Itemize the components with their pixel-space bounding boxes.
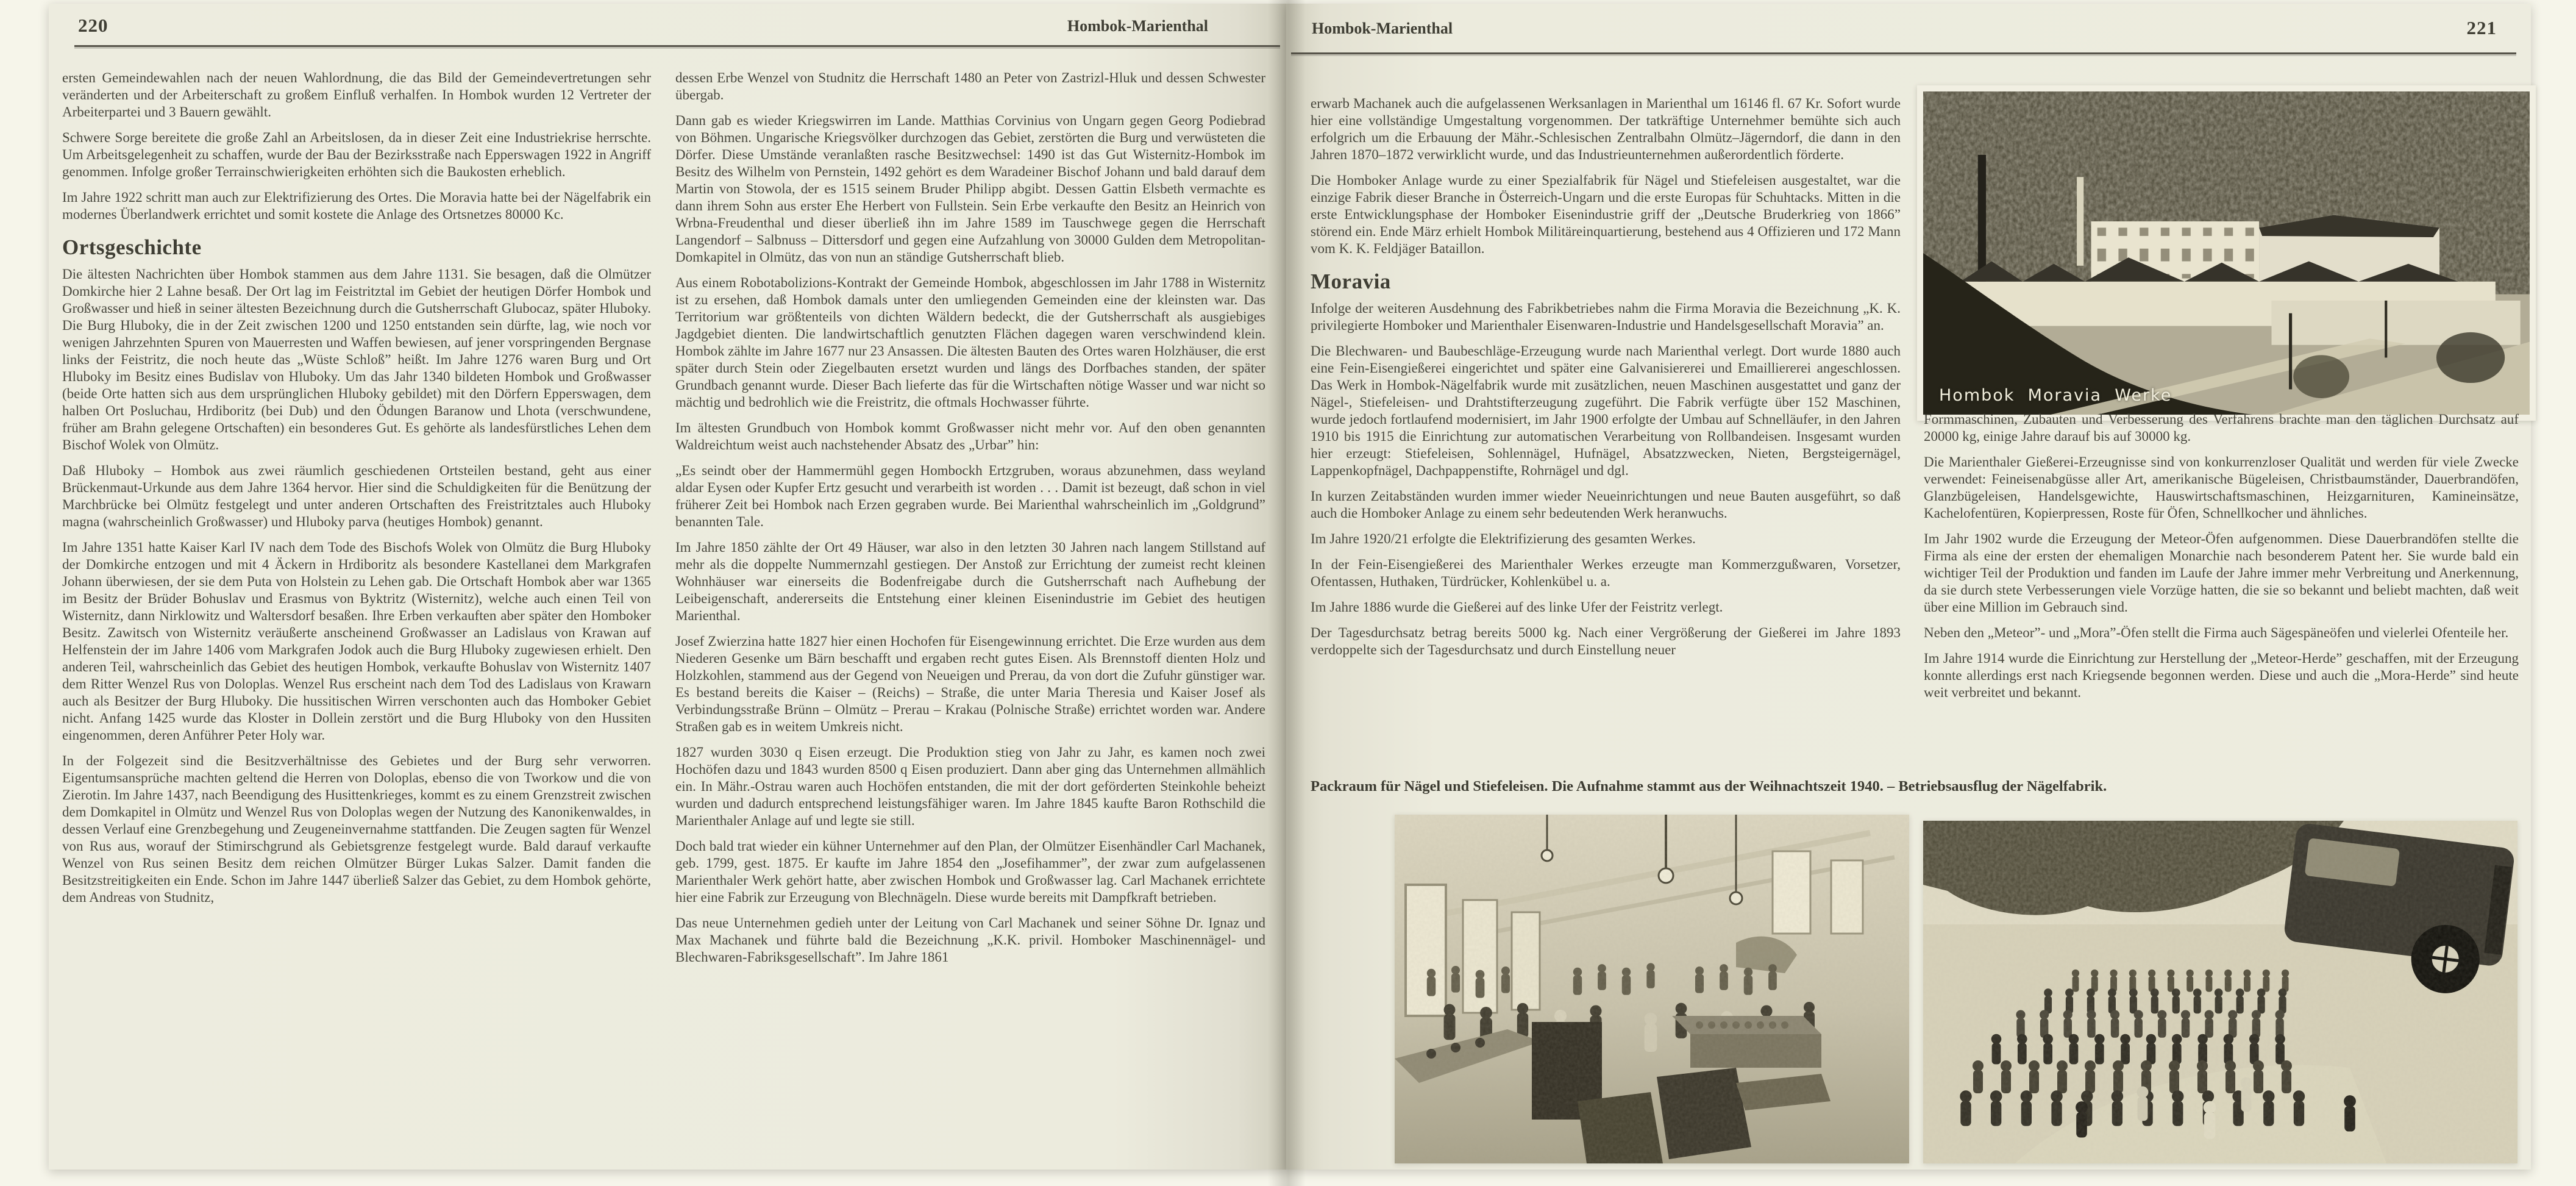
paragraph: Im Jahr 1902 wurde die Erzeugung der Meteor-Öfen aufgenommen. Diese Dauerbrandöfen stellte die Firma als eine der ersten der ehemaligen Monarchie nach besonderem Patent her. Sie wurde bald ein wichtiger Teil der Produktion und fanden im Laufe der Jahre immer mehr Verbreitung und Anerkennung, da sie durch stete Verbesserungen viele Vorzüge hatten, die sie so bekannt und beliebt machten, daß weit über eine Million im Gebrauch sind. <box>1924 531 2519 615</box>
paragraph: Formmaschinen, Zubauten und Verbesserung des Verfahrens brachte man den täglichen Durchsatz auf 20000 kg, einige Jahre darauf bis auf 30000 kg. <box>1924 412 2519 444</box>
paragraph: Neben den „Meteor”- und „Mora”-Öfen stellt die Firma auch Sägespäneöfen und vielerlei Ofenteile her. <box>1924 625 2509 640</box>
paragraph: dessen Erbe Wenzel von Studnitz die Herrschaft 1480 an Peter von Zastrizl-Hluk und dessen Schwester übergab. <box>675 70 1265 102</box>
paragraph: Die Marienthaler Gießerei-Erzeugnisse sind von konkurrenzloser Qualität und werden für viele Zwecke verwendet: Feineisenabgüsse aller Art, amerikanische Bügeleisen, Christbaumständer, Dauerbrandöfen, Glanzbügeleisen, Handelsgewichte, Hauswirtschaftsmaschinen, Heizgarnituren, Kamineinsätze, Kachelofentüren, Kopierpressen, Roste für Öfen, Schnellkocher und ähnliches. <box>1924 454 2519 521</box>
paragraph: Im Jahre 1886 wurde die Gießerei auf des linke Ufer der Feistritz verlegt. <box>1311 599 1723 615</box>
paragraph: In kurzen Zeitabständen wurden immer wieder Neueinrichtungen und neue Bauten ausgeführt, so daß auch die Homboker Anlage zu einem sehr bedeutenden Werk heranwuchs. <box>1311 488 1901 521</box>
paragraph: Doch bald trat wieder ein kühner Unternehmer auf den Plan, der Olmützer Eisenhändler Carl Machanek, geb. 1799, gest. 1875. Er kaufte im Jahre 1854 den „Josefihammer”, der zwar zum aufgelassenen Marienthaler Werk gehört hatte, aber zwischen Hombok und Großwasser lag. Carl Machanek errichtete hier eine Fabrik zur Erzeugung von Blechnägeln. Diese wurde bereits mit Dampfkraft betrieben. <box>675 838 1265 905</box>
photo-caption-overlay: Hombok Moravia Werke <box>1939 386 2172 405</box>
page-number: 221 <box>2466 17 2497 38</box>
paragraph: In der Fein-Eisengießerei des Marienthaler Werkes erzeugte man Kommerzgußwaren, Vorsetzer, Ofentassen, Huthaken, Türdrücker, Kohlenkübel u. a. <box>1311 557 1901 589</box>
paragraph: Die Homboker Anlage wurde zu einer Spezialfabrik für Nägel und Stiefeleisen ausgestaltet, war die einzige Fabrik dieser Branche in Österreich-Ungarn und die erste Europas für Schuhtacks. Mitten in die erste Entwicklungsphase der Homboker Eisenindustrie griff der „Deutsche Bruderkrieg von 1866” störend ein. Ende März erhielt Hombok Militäreinquartierung, bestehend aus 4 Offizieren und 172 Mann vom K. K. Feldjäger Bataillon. <box>1311 173 1901 256</box>
paragraph: „Es seindt ober der Hammermühl gegen Hombockh Ertzgruben, woraus abzunehmen, dass weyland aldar Eysen oder Kupfer Ertz gesucht und verarbeith ist worden . . . Damit ist bezeugt, daß schon in viel früherer Zeit bei Hombok nach Erzen gegraben wurde. Bei Marienthal wahrscheinlich im „Goldgrund” benannten Tale. <box>675 463 1265 529</box>
running-header: Hombok-Marienthal <box>1312 20 1453 37</box>
page-number: 220 <box>78 15 109 36</box>
paragraph: ersten Gemeindewahlen nach der neuen Wahlordnung, die das Bild der Gemeindevertretungen sehr veränderten und der Arbeiterschaft zu großem Einfluß verhalfen. In Hombok wurden 12 Vertreter der Arbeiterpartei und 3 Bauern gewählt. <box>62 70 651 120</box>
paragraph: Im Jahre 1351 hatte Kaiser Karl IV nach dem Tode des Bischofs Wolek von Olmütz die Burg Hluboky der Domkirche entzogen und mit 4 Äckern in Hrdiboritz als besondere Kastellanei dem Markgrafen Johann überwiesen, der sie dem Puta von Holstein zu Lehen gab. Die Ortschaft Hombok aber war 1365 im Besitz der Brüder Bohuslav und Erasmus von Byktritz (Wisternitz), welche auch einen Teil von Wisternitz, dann Nirklowitz und Waltersdorf besaßen. Ihre Erben verkauften aber später den Homboker Besitz. Zawitsch von Wisternitz veräußerte anscheinend Großwasser an Ladislaus von Krawan auf Helfenstein der im Jahre 1406 vom Markgrafen Jodok auch die Burg Hluboky zugewiesen erhielt. Den anderen Teil, wahrscheinlich das Gebiet des heutigen Hombok, verkaufte Bohuslav von Wisternitz 1407 dem Ritter Wenzel Rus von Doloplas. Wenzel Rus erscheint nach dem Tod des Ladislaus von Krawarn auch als Besitzer der Burg Hluboky. Die hussitischen Wirren verschonten auch das Homboker Gebiet nicht. Anfang 1425 wurde das Kloster in Dollein zerstört und die Burg Hluboky von den Hussiten eingenommen, deren Anführer Peter Holy war. <box>62 540 651 743</box>
paragraph: 1827 wurden 3030 q Eisen erzeugt. Die Produktion stieg von Jahr zu Jahr, es kamen noch zwei Hochöfen dazu und 1843 wurden 8500 q Eisen produziert. Dann aber ging das Unternehmen allmählich ein. In Mähr.-Ostrau waren auch Hochöfen entstanden, die mit der dort geförderten Steinkohle beheizt wurden und dadurch entsprechend leistungsfähiger waren. Im Jahre 1845 kaufte Baron Rothschild die Marienthaler Anlage auf und legte sie still. <box>675 745 1265 828</box>
paragraph: Daß Hluboky – Hombok aus zwei räumlich geschiedenen Ortsteilen bestand, geht aus einer Brückenmaut-Urkunde aus dem Jahre 1364 hervor. Hier sind die Schuldigkeiten für die Benützung der Marchbrücke bei Olmütz festgelegt und unter anderen Ortschaften des Freistritztales auch Hluboky magna (wahrscheinlich Großwasser) und Hluboky parva (heutiges Hombok) genannt. <box>62 463 651 529</box>
paragraph: Schwere Sorge bereitete die große Zahl an Arbeitslosen, da in dieser Zeit eine Industriekrise herrschte. Um Arbeitsgelegenheit zu schaffen, wurde der Bau der Bezirksstraße nach Epperswagen 1922 in Angriff genommen. Infolge großer Terrainschwierigkeiten erhöhten sich die Baukosten erheblich. <box>62 130 651 179</box>
section-heading: Ortsgeschichte <box>62 235 202 259</box>
paragraph: Die ältesten Nachrichten über Hombok stammen aus dem Jahre 1131. Sie besagen, daß die Olmützer Domkirche hier 2 Lahne besaß. Der Ort lag im Feistritztal im Gebiet der heutigen Dörfer Hombok und Großwasser und hieß in seiner ältesten Bezeichnung durch die Gutsherrschaft Glubocaz, später Hluboky. Die Burg Hluboky, die in der Zeit zwischen 1200 und 1250 entstanden sein dürfte, lag, wie noch vor wenigen Jahrzehnten Spuren von Mauerresten und Waffen bewiesen, auf jener vorspringenden Bergnase links der Feistritz, die noch heute das „Wüste Schloß” heißt. Im Jahre 1276 waren Burg und Ort Hluboky im Besitz eines Budislav von Hluboky. Um das Jahr 1340 bildeten Hombok und Großwasser (beide Orte hatten sich aus dem ursprünglichen Hluboky gebildet) mit den Dörfern Epperswagen, dem halben Ort Posluchau, Hrdiboritz (bei Dub) und den Ödungen Baranow und Lhota (verschwundene, früher am Brahn gelegene Ortschaften) ein besonderes Gut. Es gehörte als landesfürstliches Lehen dem Bischof Wolek von Olmütz. <box>62 266 651 452</box>
text-column-right-1 <box>1311 95 1901 667</box>
paragraph: Aus einem Robotabolizions-Kontrakt der Gemeinde Hombok, abgeschlossen im Jahr 1788 in Wisternitz ist zu ersehen, daß Hombok damals unter den umliegenden Gemeinden eine der kleinsten war. Das Territorium war größtenteils von dichten Wäldern bedeckt, die der Gutsherrschaft als ausgiebiges Jagdgebiet dienten. Die landwirtschaftlich genutzten Flächen dagegen waren verschwindend klein. Hombok zählte im Jahre 1677 nur 23 Ansassen. Die ältesten Bauten des Ortes waren Holzhäuser, die erst später durch Stein oder Ziegelbauten ersetzt wurden und längs des Dorfbaches standen, der später Grundbach genannt wurde. Dieser Bach lieferte das für die Wirtschaften nötige Wasser und war nicht so mächtig und bedrohlich wie die Freistritz, die oftmals Hochwasser führte. <box>675 275 1265 410</box>
paragraph: Die Blechwaren- und Baubeschläge-Erzeugung wurde nach Marienthal verlegt. Dort wurde 1880 auch eine Fein-Eisengießerei eingerichtet und später eine Galvanisiererei und Emailliererei angeschlossen. Das Werk in Hombok-Nägelfabrik wurde mit zusätzlichen, neuen Maschinen ausgestattet und ganz der Nägel-, Stiefeleisen- und Drahtstifterzeugung zugeführt. Die Fabrik verfügte über 152 Maschinen, wurde jedoch fortlaufend modernisiert, im Jahr 1900 erfolgte der Umbau auf Schnelläufer, in den Jahren 1910 bis 1915 die Einrichtung zur automatischen Verarbeitung von Rollbandeisen. Insgesamt wurden hier erzeugt: Stiefeleisen, Sohlennägel, Hufnägel, Absatzzwecken, Nieten, Bergsteigernägel, Lappenkopfnägel, Dachpappenstifte, Rohrnägel und dgl. <box>1311 343 1901 478</box>
page-right <box>1286 4 2531 1170</box>
group-photo <box>1923 821 2517 1163</box>
paragraph: Im Jahre 1914 wurde die Einrichtung zur Herstellung der „Meteor-Herde” geschaffen, mit der Erzeugung konnte allerdings erst nach Kriegsende begonnen werden. Diese und auch die „Mora-Herde” sind heute weit verbreitet und bekannt. <box>1924 651 2519 700</box>
paragraph: Der Tagesdurchsatz betrag bereits 5000 kg. Nach einer Vergrößerung der Gießerei im Jahre 1893 verdoppelte sich der Tagesdurchsatz und durch Einstellung neuer <box>1311 625 1901 657</box>
paragraph: Josef Zwierzina hatte 1827 hier einen Hochofen für Eisengewinnung errichtet. Die Erze wurden aus dem Niederen Gesenke um Bärn beschafft und ergaben recht gutes Eisen. Als Brennstoff dienten Holz und Holzkohlen, stammend aus der Gegend von Neueigen und Prerau, da von dort die Zufuhr günstiger war. Es bestand bereits die Kaiser – (Reichs) – Straße, die unter Maria Theresia und Kaiser Josef als Verbindungsstraße Brünn – Olmütz – Prerau – Krakau (Polnische Straße) errichtet worden war. Andere Straßen gab es in weitem Umkreis nicht. <box>675 634 1265 734</box>
paragraph: Das neue Unternehmen gedieh unter der Leitung von Carl Machanek und seiner Söhne Dr. Ignaz und Max Machanek und führte bald die Bezeichnung „K.K. privil. Homboker Maschinennägel- und Blechwaren-Fabriksgesellschaft”. Im Jahre 1861 <box>675 915 1265 965</box>
paragraph: In der Folgezeit sind die Besitzverhältnisse des Gebietes und der Burg sehr verworren. Eigentumsansprüche machten geltend die Herren von Doloplas, ebenso die von Tworkow und die von Zierotin. Im Jahre 1437, nach Beendigung des Husittenkrieges, kommt es zu einem Grenzstreit zwischen dem Domkapitel in Olmütz und Wenzel Rus von Doloplas wegen der Nutzung des Kanonikenwaldes, in dessen Verlauf eine Grenzbegehung und Zeugeneinvernahme stattfanden. Die Zeugen sagten für Wenzel von Rus aus, worauf der Stimirschgrund als Gebietsgrenze festgelegt wurde. Bald darauf verkaufte Wenzel von Rus seinen Besitz dem reichen Olmützer Bürger Lukas Salzer. Damit fanden die Besitzstreitigkeiten ein Ende. Schon im Jahre 1447 überließ Salzer das Gebiet, zu dem Hombok gehörte, dem Andreas von Studnitz, <box>62 753 651 905</box>
running-header: Hombok-Marienthal <box>1067 17 1208 35</box>
paragraph: Im Jahre 1922 schritt man auch zur Elektrifizierung des Ortes. Die Moravia hatte bei der Nägelfabrik ein modernes Überlandwerk errichtet und somit kostete die Anlage des Ortsnetzes 80000 Kc. <box>62 190 651 222</box>
paragraph: Infolge der weiteren Ausdehnung des Fabrikbetriebes nahm die Firma Moravia die Bezeichnung „K. K. privilegierte Homboker und Marienthaler Eisenwaren-Industrie und Handelsgesellschaft Moravia” an. <box>1311 301 1901 333</box>
paragraph: Dann gab es wieder Kriegswirren im Lande. Matthias Corvinius von Ungarn gegen Georg Podiebrad von Böhmen. Ungarische Kriegsvölker durchzogen das Gebiet, zerstörten die Burg und verwüsteten die Dörfer. Diese Umstände veranlaßten rasche Besitzwechsel: 1490 ist das Gut Wisternitz-Hombok im Besitz des Wilhelm von Pernstein, 1492 gehört es dem Waradeiner Bischof Johann und bald darauf dem Martin von Stowola, der es 1515 seinem Bruder Philipp abgibt. Dessen Gattin Elsbeth vermachte es dann ihrem Sohn aus erster Ehe Herbert von Fullstein. Sein Erbe verkaufte den Besitz an Heinrich von Wrbna-Freudenthal und dieser überließ ihn im Jahre 1589 im Tauschwege gegen die Herrschaft Langendorf – Salbnuss – Dittersdorf und gegen eine Aufzahlung von 30000 Gulden dem Metropolitan-Domkapitel in Olmütz, das von nun an ständige Gutsherrschaft blieb. <box>675 113 1265 265</box>
paragraph: Im ältesten Grundbuch von Hombok kommt Großwasser nicht mehr vor. Auf den oben genannten Waldreichtum weist auch nachstehender Absatz des „Urbar” hin: <box>675 420 1265 452</box>
paragraph: Im Jahre 1920/21 erfolgte die Elektrifizierung des gesamten Werkes. <box>1311 531 1696 546</box>
section-heading: Moravia <box>1311 270 1391 293</box>
factory-photo-frame <box>1917 85 2536 421</box>
header-rule <box>74 45 1280 47</box>
text-column-left-2 <box>675 70 1265 974</box>
packroom-photo <box>1395 815 1909 1163</box>
text-column-left-1 <box>62 70 651 915</box>
paragraph: Im Jahre 1850 zählte der Ort 49 Häuser, war also in den letzten 30 Jahren nach langem Stillstand auf mehr als die doppelte Nummernzahl gestiegen. Der Anstoß zur Errichtung der zumeist recht kleinen Wohnhäuser war einerseits die Bodenfreigabe durch die Gutsherrschaft nach Aufhebung der Leibeigenschaft, andererseits die Entstehung einer kleinen Eisenindustrie im Gebiet des heutigen Marienthal. <box>675 540 1265 623</box>
header-rule <box>1291 52 2516 54</box>
paragraph: erwarb Machanek auch die aufgelassenen Werksanlagen in Marienthal um 16146 fl. 67 Kr. Sofort wurde hier eine vollständige Umgestaltung vorgenommen. Der tatkräftige Unternehmer bemühte sich auch erfolgrich um die Erbauung der Mähr.-Schlesischen Zentralbahn Olmütz–Jägerndorf, die dann in den Jahren 1870–1872 verwirklicht wurde, und das Industrieunternehmen außerordentlich förderte. <box>1311 96 1901 162</box>
factory-photo <box>1923 91 2530 415</box>
photo-caption: Packraum für Nägel und Stiefeleisen. Die Aufnahme stammt aus der Weihnachtszeit 1940. – Betriebsausflug der Nägelfabrik. <box>1311 778 2107 795</box>
page-left <box>49 4 1286 1170</box>
text-column-right-2 <box>1924 411 2519 710</box>
